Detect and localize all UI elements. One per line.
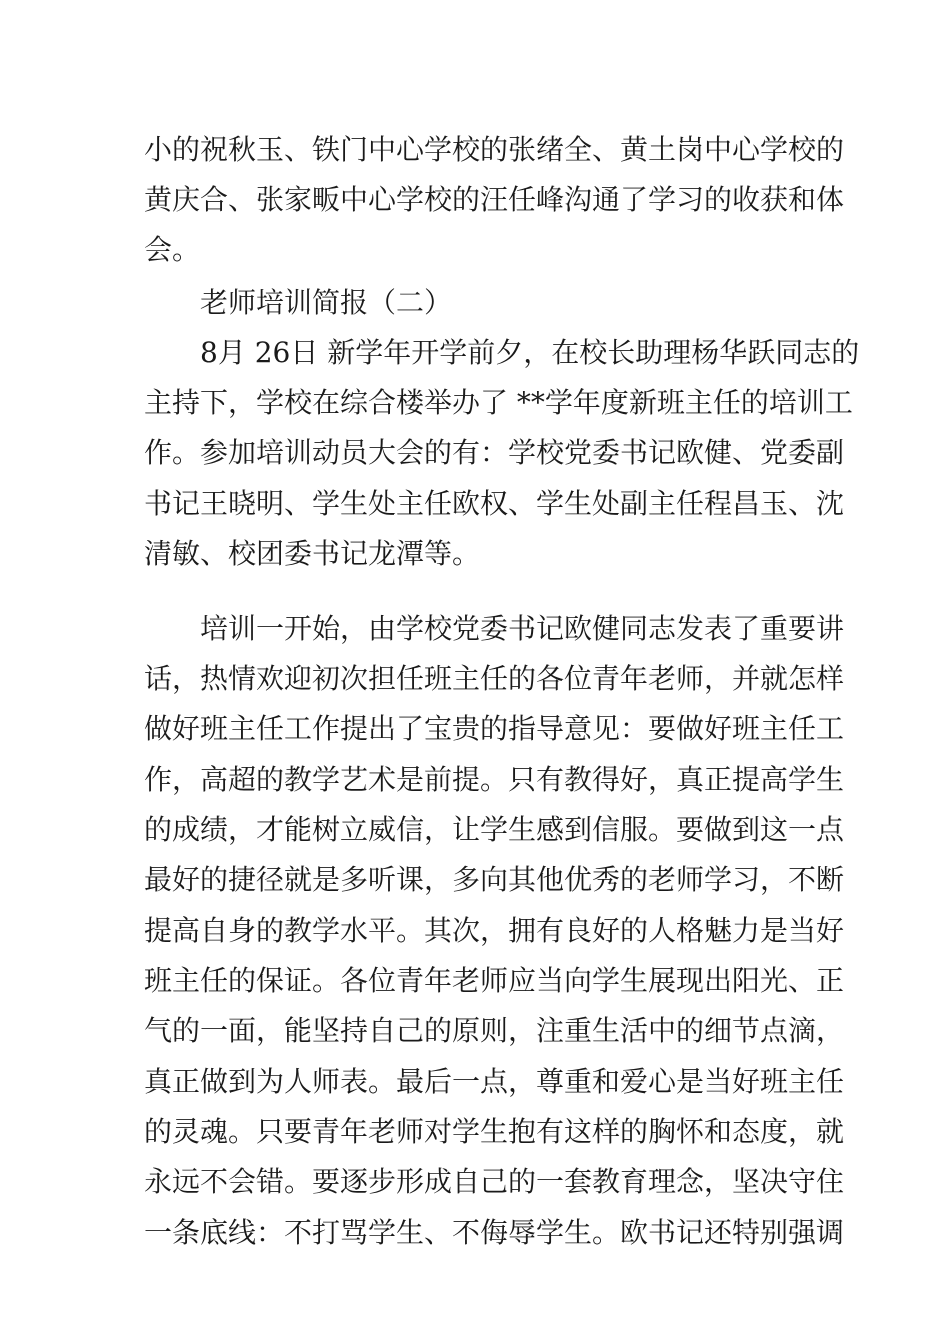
text-line: 的灵魂。只要青年老师对学生抱有这样的胸怀和态度，就: [144, 1115, 845, 1148]
text-line: 清敏、校团委书记龙潭等。: [144, 537, 481, 570]
text-line: 气的一面，能坚持自己的原则，注重生活中的细节点滴，: [144, 1014, 845, 1047]
text-line: 作。参加培训动员大会的有：学校党委书记欧健、党委副: [144, 436, 845, 469]
text-line: 书记王晓明、学生处主任欧权、学生处副主任程昌玉、沈: [144, 487, 845, 520]
text-line: 话，热情欢迎初次担任班主任的各位青年老师，并就怎样: [144, 662, 845, 695]
text-line: 主持下，学校在综合楼举办了 **学年度新班主任的培训工: [144, 386, 853, 419]
text-line: 作，高超的教学艺术是前提。只有教得好，真正提高学生: [144, 763, 845, 796]
text-line: 培训一开始，由学校党委书记欧健同志发表了重要讲: [200, 612, 845, 645]
section-heading: 老师培训简报（二）: [200, 286, 453, 319]
text-line: 一条底线：不打骂学生、不侮辱学生。欧书记还特别强调: [144, 1216, 845, 1249]
text-line: 做好班主任工作提出了宝贵的指导意见：要做好班主任工: [144, 712, 845, 745]
text-line: 真正做到为人师表。最后一点，尊重和爱心是当好班主任: [144, 1065, 845, 1098]
text-line: 的成绩，才能树立威信，让学生感到信服。要做到这一点: [144, 813, 845, 846]
text-line: 班主任的保证。各位青年老师应当向学生展现出阳光、正: [144, 964, 845, 997]
text-line: 会。: [144, 233, 201, 266]
text-line: 最好的捷径就是多听课，多向其他优秀的老师学习，不断: [144, 863, 845, 896]
text-line: 8月 26日 新学年开学前夕，在校长助理杨华跃同志的: [200, 336, 860, 369]
text-line: 黄庆合、张家畈中心学校的汪任峰沟通了学习的收获和体: [144, 183, 845, 216]
text-line: 提高自身的教学水平。其次，拥有良好的人格魅力是当好: [144, 914, 845, 947]
text-line: 永远不会错。要逐步形成自己的一套教育理念，坚决守住: [144, 1165, 845, 1198]
text-line: 小的祝秋玉、铁门中心学校的张绪全、黄土岗中心学校的: [144, 133, 845, 166]
